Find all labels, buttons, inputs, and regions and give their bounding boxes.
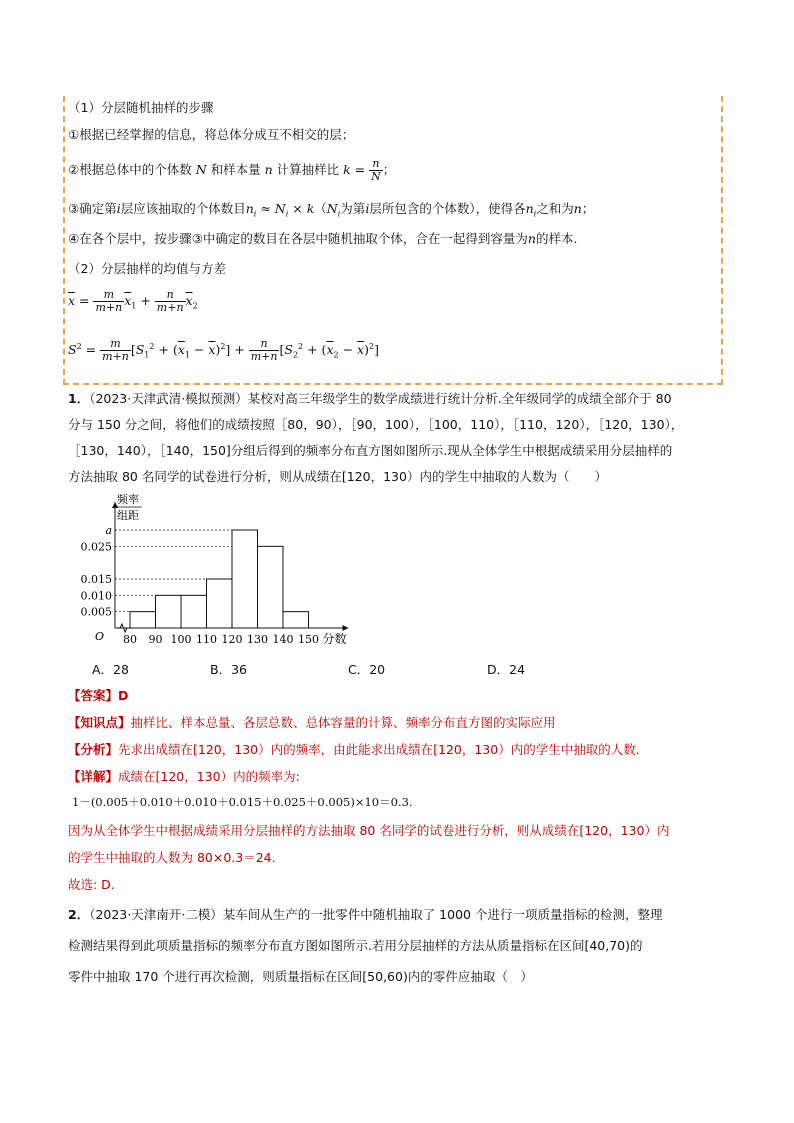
y-label-denominator: 组距	[117, 509, 139, 522]
calc-line: 1－(0.005＋0.010＋0.010＋0.015＋0.025＋0.005)×10＝0.3.	[72, 795, 413, 809]
explanation-line2: 的学生中抽取的人数为 80×0.3＝24.	[68, 850, 276, 865]
q2-line2: 检测结果得到此项质量指标的频率分布直方图如图所示.若用分层抽样的方法从质量指标在区间[40,70)的	[68, 938, 643, 953]
option-a[interactable]: A．28	[92, 662, 129, 677]
y-tick-label: 0.010	[80, 589, 112, 603]
y-tick-label: 0.005	[80, 605, 112, 619]
x-tick-label: 130	[247, 633, 268, 646]
option-d[interactable]: D．24	[487, 662, 526, 677]
option-c[interactable]: C．20	[348, 662, 386, 677]
box-step-1: ①根据已经掌握的信息，将总体分成互不相交的层；	[68, 127, 355, 142]
histogram-bar	[258, 546, 284, 628]
option-b[interactable]: B．36	[210, 662, 247, 677]
histogram-bar	[283, 612, 309, 628]
x-tick-label: 110	[196, 633, 217, 646]
q1-line3: ［130，140），［140，150]分组后得到的频率分布直方图如图所示.现从全体学生中根据成绩采用分层抽样的	[68, 443, 673, 458]
x-tick-label: 140	[272, 633, 294, 646]
y-tick-label: 0.025	[80, 540, 112, 554]
y-label-numerator: 频率	[117, 493, 139, 506]
explanation-line1: 因为从全体学生中根据成绩采用分层抽样的方法抽取 80 名同学的试卷进行分析，则从成绩在[120，130）内	[68, 823, 670, 838]
x-tick-label: 150	[298, 633, 319, 646]
x-tick-label: 100	[170, 633, 192, 646]
histogram-bar	[130, 612, 156, 628]
q1-line4: 方法抽取 80 名同学的试卷进行分析，则从成绩在[120，130）内的学生中抽取的人数为（ ）	[68, 469, 607, 484]
box-step-3: ③确定第i层应该抽取的个体数目$n_i \approx N_i \times k(N_i$为第i层所包含的个体数），使得各$n_i$之和为n；	[68, 201, 595, 219]
histogram-chart	[80, 488, 365, 650]
box-step-2: ②根据总体中的个体数 N 和样本量 n 计算抽样比 k = $\frac{n}{N}$ ；	[68, 157, 396, 183]
q2-line1: 2．（2023·天津南开·二模）某车间从生产的一批零件中随机抽取了 1000 个进行一项质量指标的检测，整理	[68, 907, 663, 922]
analysis-line: 【分析】先求出成绩在[120，130）内的频率，由此能求出成绩在[120，130）内的学生中抽取的人数.	[68, 742, 640, 757]
y-tick-label: a	[105, 524, 112, 537]
choose-line: 故选: D.	[68, 877, 115, 892]
q1-line2: 分与 150 分之间，将他们的成绩按照［80，90），［90，100），［100，110），［110，120），［120，130），	[68, 417, 684, 432]
histogram-bar	[232, 530, 258, 628]
y-tick-label: 0.015	[80, 573, 112, 586]
variance-formula: $S^2$ = $\frac{m}{m+n}$ $[S_1^2 + (\overline{x}_1 - \overline{x})^2]$ + $\frac{n}{m+n}$ $[S_2^2 + (\overline{x}_2 - \overline{x})^2]$	[68, 337, 379, 363]
x-tick-label: 120	[221, 633, 243, 646]
histogram-bar	[181, 595, 207, 628]
x-tick-label: 90	[148, 633, 163, 646]
histogram-bar	[207, 579, 233, 628]
origin-label: O	[95, 630, 105, 643]
x-axis-arrow	[343, 625, 349, 631]
knowledge-point-line: 【知识点】抽样比、样本总量、各层总数、总体容量的计算、频率分布直方图的实际应用	[68, 715, 556, 730]
box-title-1: （1）分层随机抽样的步骤	[68, 100, 214, 115]
answer-line: 【答案】D	[68, 688, 129, 703]
q2-line3: 零件中抽取 170 个进行再次检测，则质量指标在区间[50,60)内的零件应抽取（ ）	[68, 969, 533, 984]
histogram-bar	[156, 595, 182, 628]
q1-line1: 1．（2023·天津武清·模拟预测）某校对高三年级学生的数学成绩进行统计分析.全年级同学的成绩全部介于 80	[68, 391, 672, 406]
mean-formula: $\overline{x}$ = $\frac{m}{m+n}$ $\overline{x}_1$ + $\frac{n}{m+n}$ $\overline{x}_2$	[68, 288, 198, 314]
box-step-4: ④在各个层中，按步骤③中确定的数目在各层中随机抽取个体，合在一起得到容量为n的样本.	[68, 231, 578, 246]
detail-line: 【详解】成绩在[120，130）内的频率为:	[68, 769, 300, 784]
box-title-2: （2）分层抽样的均值与方差	[68, 261, 226, 276]
x-tick-label: 80	[123, 633, 137, 646]
x-axis-label: 分数	[322, 632, 347, 646]
